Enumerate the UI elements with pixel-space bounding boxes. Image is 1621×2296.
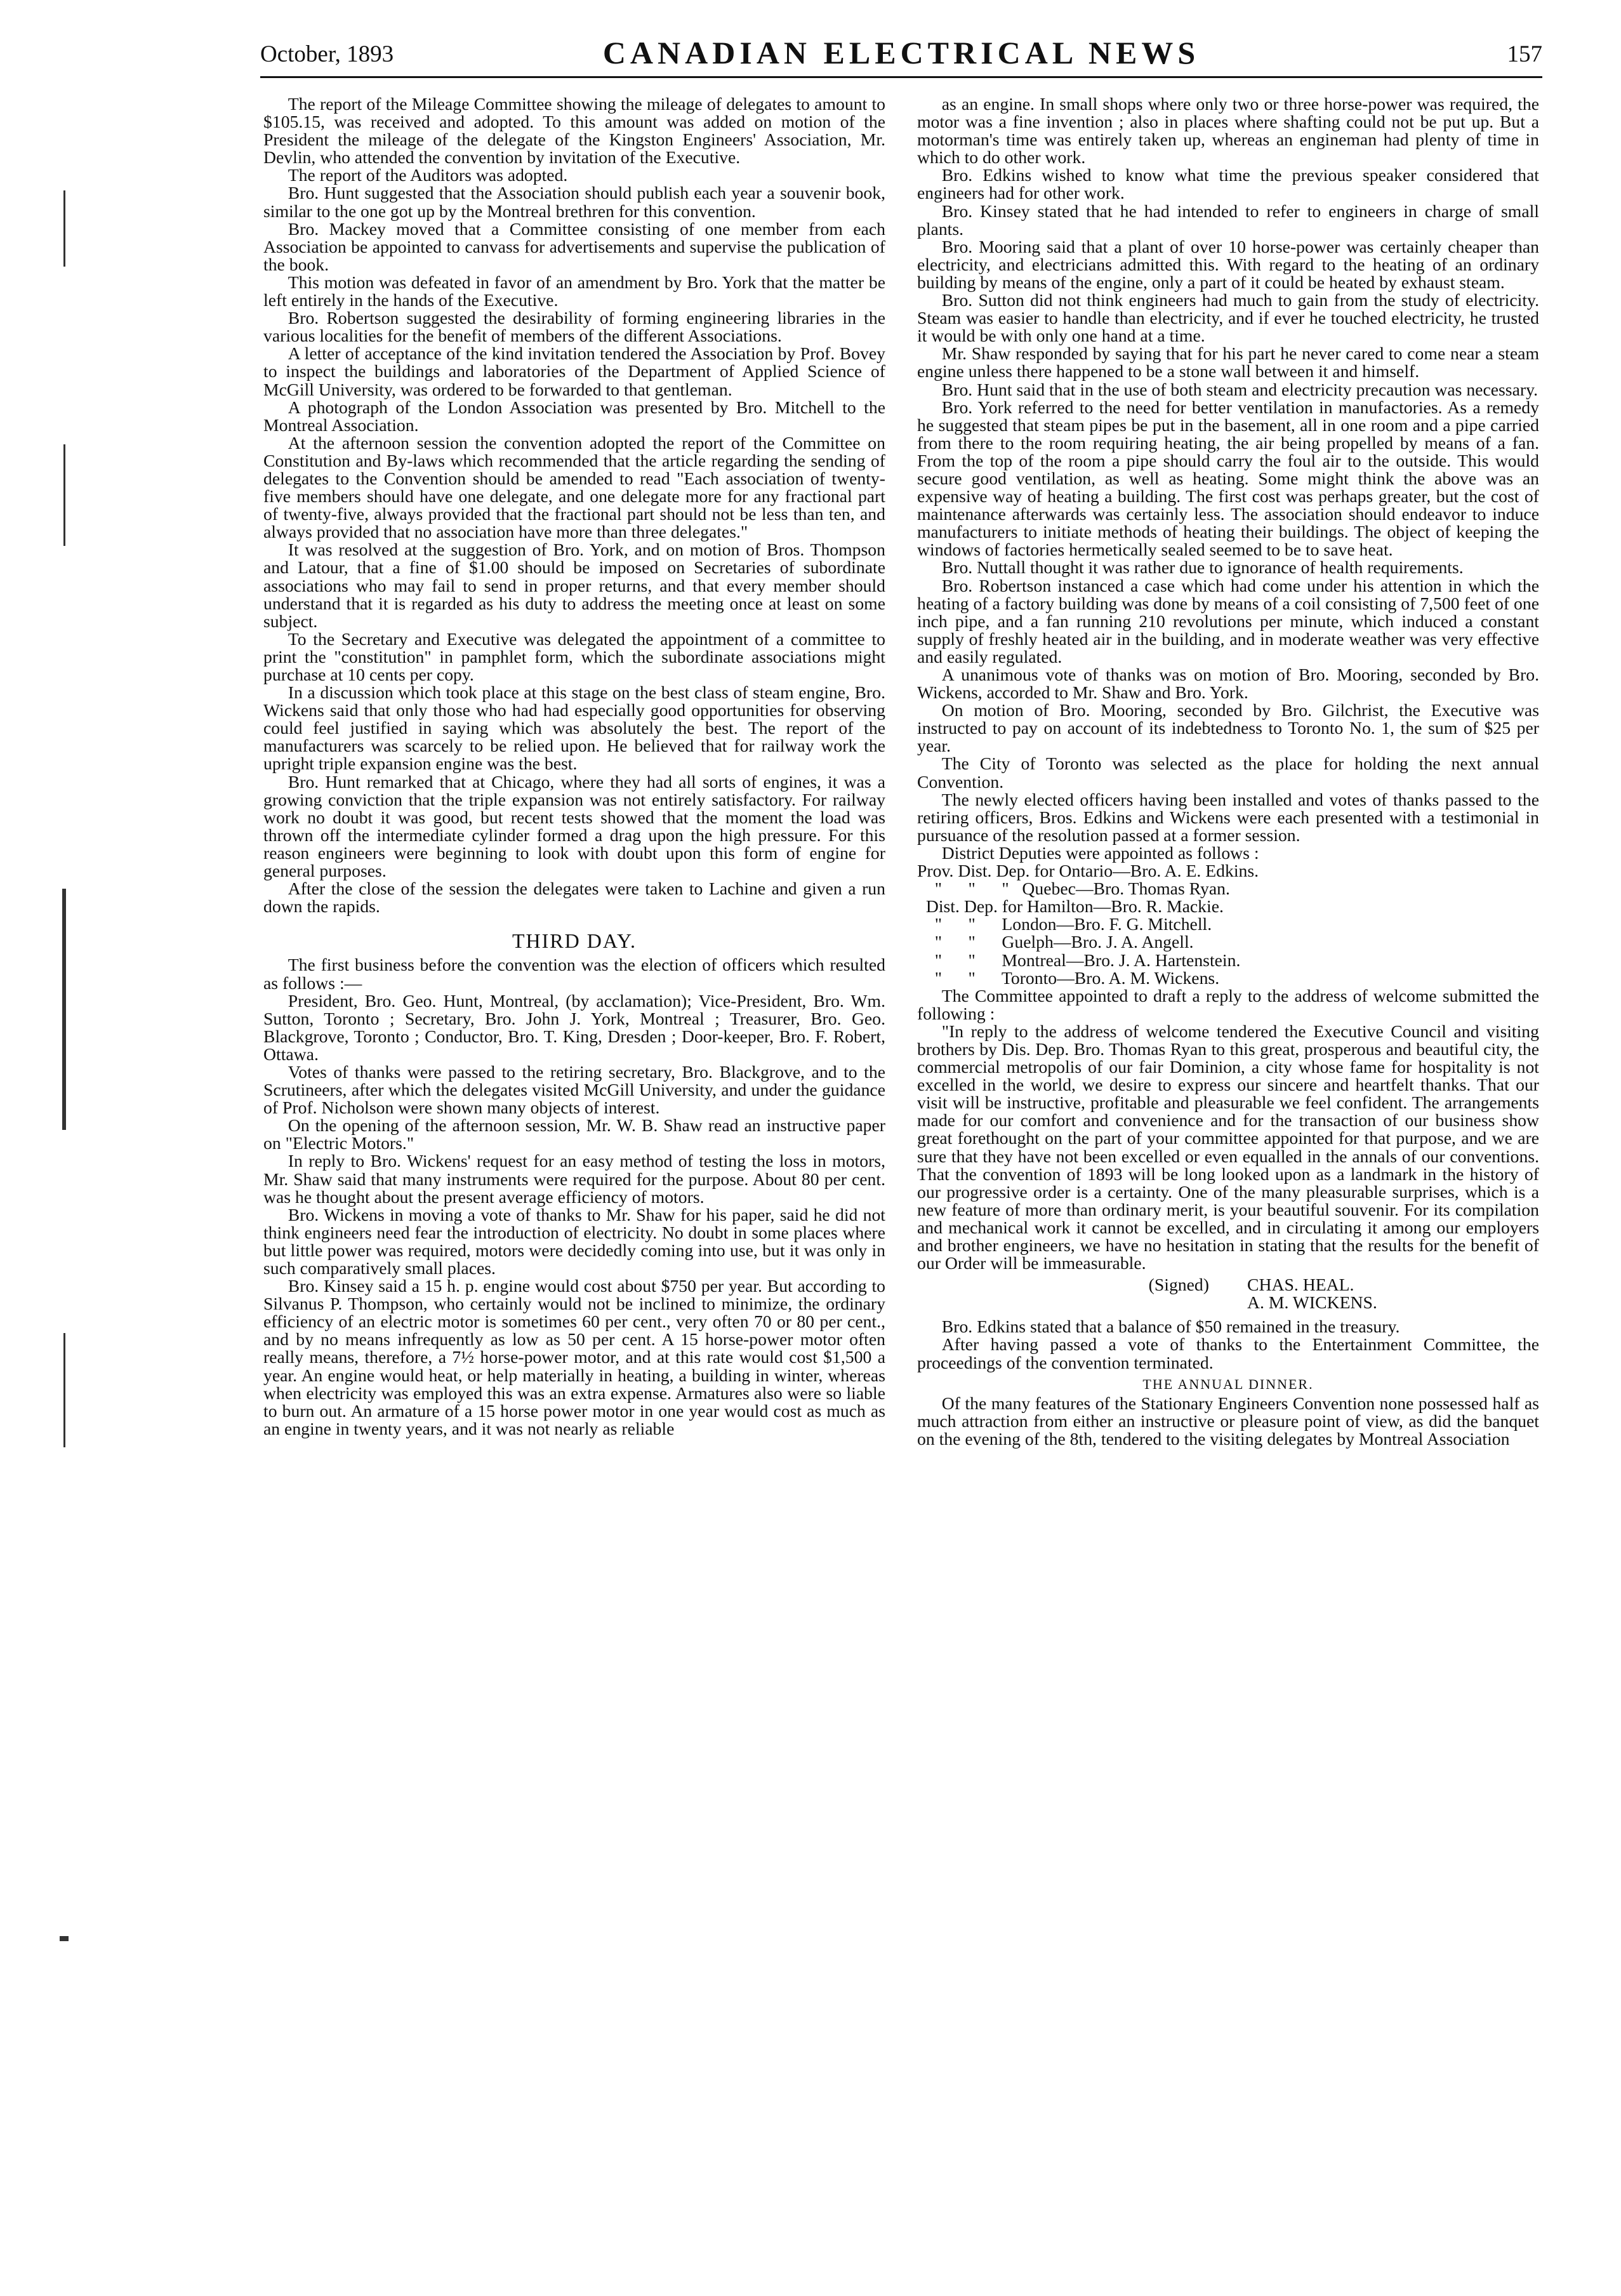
paragraph: Bro. Robertson suggested the desirability of forming engineering libraries in the various localities for the benefit of members of the different Associations.: [263, 308, 885, 346]
paragraph: The report of the Mileage Committee showing the mileage of delegates to amount to $105.15, was received and adopted. To this amount was added on motion of the President the mileage of the delegate of the Kingston Engineers' Association, Mr. Devlin, who attended the convention by invitation of the Executive.: [263, 94, 885, 168]
signatory-2: A. M. WICKENS.: [1247, 1292, 1377, 1313]
paragraph: The first business before the convention was the election of officers which resulted as follows :—: [263, 955, 885, 993]
left-column: [263, 95, 885, 1438]
margin-marks: [38, 127, 89, 2158]
right-column: [917, 95, 1539, 1448]
paragraph: In reply to Bro. Wickens' request for an easy method of testing the loss in motors, Mr. Shaw said that many instruments were required for the purpose. About 80 per cent. was he thought about the present average efficiency of motors.: [263, 1151, 885, 1207]
deputy-entry: " " Guelph—Bro. J. A. Angell.: [917, 932, 1194, 952]
district-deputies-list: [917, 862, 1539, 987]
paragraph: Bro. Edkins wished to know what time the previous speaker considered that engineers had for other work.: [917, 165, 1539, 203]
deputy-entry: Dist. Dep. for Hamilton—Bro. R. Mackie.: [917, 896, 1224, 917]
signature-block: [917, 1276, 1539, 1311]
paragraph: The newly elected officers having been installed and votes of thanks passed to the retiring officers, Bros. Edkins and Wickens were each presented with a testimonial in pursuance of the resolution passed at a former session.: [917, 789, 1539, 845]
deputy-entry: " " London—Bro. F. G. Mitchell.: [917, 914, 1212, 934]
paragraph: Bro. Nuttall thought it was rather due to ignorance of health requirements.: [941, 557, 1464, 578]
paragraph: In a discussion which took place at this stage on the best class of steam engine, Bro. Wickens said that only those who had had especially good opportunities for observing could feel justified in saying which was absolutely the best. The report of the manufacturers was scarcely to be relied upon. He believed that for railway work the upright triple expansion engine was the best.: [263, 682, 885, 774]
paragraph: Of the many features of the Stationary Engineers Convention none possessed half as much attraction from either an instructive or pleasure point of view, as did the banquet on the evening of the 8th, tendered to the visiting delegates by Montreal Association: [917, 1393, 1539, 1449]
paragraph: Bro. York referred to the need for better ventilation in manufactories. As a remedy he suggested that steam pipes be put in the basement, all in one room and a pipe carried from there to the room requiring heating, the air being propelled by means of a fan. From the top of the room a pipe should carry the foul air to the outside. This would secure good ventilation, as well as heating. Some might think the above was an expensive way of heating a building. The first cost was perhaps greater, but the cost of maintenance afterwards was certainly less. The association should endeavor to induce manufacturers to initiate methods of heating their buildings. The object of keeping the windows of factories hermetically sealed seemed to be to save heat.: [917, 397, 1539, 560]
closing-paragraphs: [917, 1318, 1539, 1371]
right-paragraphs: [917, 95, 1539, 862]
signature-line-2: [917, 1294, 1539, 1311]
reply-to-address: [917, 987, 1539, 1273]
signatory-1: CHAS. HEAL.: [1247, 1275, 1354, 1295]
annual-dinner-paragraphs: [917, 1395, 1539, 1448]
paragraph: Bro. Edkins stated that a balance of $50 remained in the treasury.: [941, 1317, 1400, 1337]
paragraph: District Deputies were appointed as follows :: [941, 842, 1259, 863]
paragraph: Bro. Kinsey stated that he had intended to refer to engineers in charge of small plants.: [917, 201, 1539, 239]
page-number: 157: [1507, 41, 1542, 67]
issue-date: October, 1893: [260, 41, 394, 67]
paragraph: as an engine. In small shops where only two or three horse-power was required, the motor was a fine invention ; also in places where shafting could not be put up. But a motorman's time was entirely taken up, whereas an engineman had plenty of time in which to do other work.: [917, 94, 1539, 168]
deputy-entry: " " Montreal—Bro. J. A. Hartenstein.: [917, 950, 1241, 970]
masthead-title: CANADIAN ELECTRICAL NEWS: [602, 35, 1200, 70]
paragraph: The City of Toronto was selected as the place for holding the next annual Convention.: [917, 753, 1539, 792]
paragraph: Bro. Hunt suggested that the Association should publish each year a souvenir book, similar to the one got up by the Montreal brethren for this convention.: [263, 183, 885, 221]
deputy-entry: Prov. Dist. Dep. for Ontario—Bro. A. E. Edkins.: [917, 861, 1259, 881]
paragraph: On motion of Bro. Mooring, seconded by Bro. Gilchrist, the Executive was instructed to pay on account of its indebtedness to Toronto No. 1, the sum of $25 per year.: [917, 700, 1539, 756]
paragraph: The report of the Auditors was adopted.: [288, 165, 568, 185]
signature-line-1: [917, 1276, 1539, 1294]
paragraph: It was resolved at the suggestion of Bro. York, and on motion of Bros. Thompson and Latour, that a fine of $1.00 should be imposed on Secretaries of subordinate associations who may fail to send in proper returns, and that every member should understand that it is regarded as his duty to address the meeting once at least on some subject.: [263, 540, 885, 631]
paragraph: President, Bro. Geo. Hunt, Montreal, (by acclamation); Vice-President, Bro. Wm. Sutton, Toronto ; Secretary, Bro. John J. York, Montreal ; Treasurer, Bro. Geo. Blackgrove, Toronto ; Conductor, Bro. T. King, Dresden ; Door-keeper, Bro. F. Robert, Ottawa.: [263, 990, 885, 1064]
paragraph: Bro. Mooring said that a plant of over 10 horse-power was certainly cheaper than electricity, and electricians admitted this. With regard to the heating of an ordinary building by means of the engine, only a part of it could be heated by exhaust steam.: [917, 236, 1539, 292]
paragraph: Bro. Kinsey said a 15 h. p. engine would cost about $750 per year. But according to Silvanus P. Thompson, who certainly would not be inclined to minimize, the ordinary efficiency of an electric motor is sometimes 60 per cent., very often 70 or 80 per cent., and by no means infrequently as low as 50 per cent. A 15 horse-power motor often really means, therefore, a 7½ horse-power motor, and at this rate would cost $1,500 a year. An engine would heat, or help materially in heating, a building in winter, whereas when electricity was employed this was an extra expense. Armatures also were so liable to burn out. An armature of a 15 horse power motor in one year would cost as much as an engine in twenty years, and it was not nearly as reliable: [263, 1276, 885, 1438]
deputy-entry: " " " Quebec—Bro. Thomas Ryan.: [917, 879, 1230, 899]
paragraph: A photograph of the London Association was presented by Bro. Mitchell to the Montreal Association.: [263, 397, 885, 435]
page-header: [260, 32, 1542, 78]
paragraph: A letter of acceptance of the kind invitation tendered the Association by Prof. Bovey to inspect the buildings and laboratories of the Department of Applied Science of McGill University, was ordered to be forwarded to that gentleman.: [263, 343, 885, 399]
paragraph: After having passed a vote of thanks to the Entertainment Committee, the proceedings of the convention terminated.: [917, 1334, 1539, 1372]
paragraph: Bro. Wickens in moving a vote of thanks to Mr. Shaw for his paper, said he did not think engineers need fear the introduction of electricity. No doubt in some places where but little power was required, motors were decidedly coming into use, but it was only in such comparatively small places.: [263, 1204, 885, 1278]
paragraph: Bro. Robertson instanced a case which had come under his attention in which the heating of a factory building was done by means of a coil consisting of 7,500 feet of one inch pipe, and a fan running 210 revolutions per minute, which induced a constant supply of freshly heated air in the building, and in moderate weather was very effective and easily regulated.: [917, 575, 1539, 667]
paragraph: At the afternoon session the convention adopted the report of the Committee on Constitution and By-laws which recommended that the article regarding the sending of delegates to the Convention should be amended to read "Each association of twenty-five members should have one delegate, and one delegate more for any fractional part of twenty-five, always provided that the fractional part should not be less than ten, and always provided that no association have more than three delegates.": [263, 432, 885, 542]
paragraph: "In reply to the address of welcome tendered the Executive Council and visiting brothers by Dis. Dep. Bro. Thomas Ryan to this great, prosperous and beautiful city, the commercial metropolis of our fair Dominion, a city whose fame for hospitality is not excelled in the world, we desire to express our sincere and heartfelt thanks. That our visit will be instructive, profitable and pleasurable we feel confident. The arrangements made for our comfort and convenience and for the transaction of our business show great forethought on the part of your committee appointed for that purpose, and we are sure that they have not been excelled or even equalled in the annals of our conventions. That the convention of 1893 will be long looked upon as a landmark in the history of our progressive order is a certainty. One of the many pleasurable surprises, which is a new feature of more than ordinary merit, is your beautiful souvenir. For its compilation and mechanical work it cannot be excelled, and in circulating it among our employers and brother engineers, we have no hesitation in stating that the results for the benefit of our Order will be immeasurable.: [917, 1021, 1539, 1273]
left-paragraphs: [263, 95, 885, 915]
annual-dinner-heading: THE ANNUAL DINNER.: [1142, 1376, 1314, 1392]
paragraph: After the close of the session the delegates were taken to Lachine and given a run down the rapids.: [263, 879, 885, 917]
paragraph: To the Secretary and Executive was delegated the appointment of a committee to print the "constitution" in pamphlet form, which the subordinate associations might purchase at 10 cents per copy.: [263, 628, 885, 684]
paragraph: Mr. Shaw responded by saying that for his part he never cared to come near a steam engine unless there happened to be a stone wall between it and himself.: [917, 343, 1539, 382]
paragraph: A unanimous vote of thanks was on motion of Bro. Mooring, seconded by Bro. Wickens, accorded to Mr. Shaw and Bro. York.: [917, 665, 1539, 703]
signed-label: (Signed): [1148, 1275, 1209, 1295]
paragraph: Bro. Sutton did not think engineers had much to gain from the study of electricity. Steam was easier to handle than electricity, and if ever he touched electricity, he trusted it would be with only one hand at a time.: [917, 290, 1539, 346]
paragraph: On the opening of the afternoon session, Mr. W. B. Shaw read an instructive paper on "Electric Motors.": [263, 1115, 885, 1153]
third-day-heading: THIRD DAY.: [512, 929, 637, 953]
third-day-paragraphs: [263, 956, 885, 1438]
paragraph: The Committee appointed to draft a reply to the address of welcome submitted the following :: [917, 985, 1539, 1023]
paragraph: Bro. Mackey moved that a Committee consisting of one member from each Association be appointed to canvass for advertisements and supervise the publication of the book.: [263, 218, 885, 274]
paragraph: Bro. Hunt remarked that at Chicago, where they had all sorts of engines, it was a growing conviction that the triple expansion was not entirely satisfactory. For railway work no doubt it was good, but recent tests showed that the moment the load was thrown off the intermediate cylinder formed a drag upon the high pressure. For this reason engineers were beginning to look with doubt upon this form of engine for general purposes.: [263, 771, 885, 881]
paragraph: Bro. Hunt said that in the use of both steam and electricity precaution was necessary.: [941, 379, 1538, 399]
deputy-entry: " " Toronto—Bro. A. M. Wickens.: [917, 967, 1220, 988]
paragraph: Votes of thanks were passed to the retiring secretary, Bro. Blackgrove, and to the Scrutineers, after which the delegates visited McGill University, and under the guidance of Prof. Nicholson were shown many objects of interest.: [263, 1061, 885, 1118]
paragraph: This motion was defeated in favor of an amendment by Bro. York that the matter be left entirely in the hands of the Executive.: [263, 272, 885, 310]
